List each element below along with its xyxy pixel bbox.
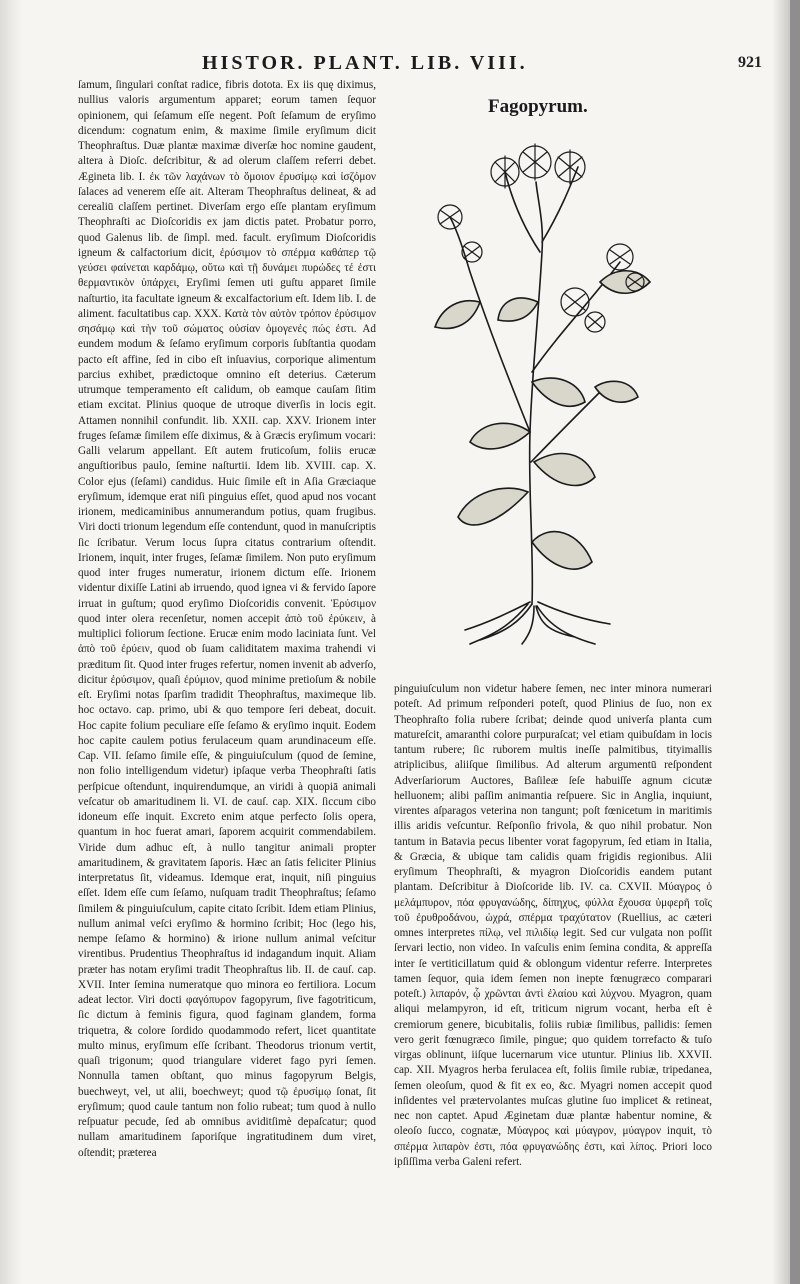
- right-text-column: [394, 682, 712, 1170]
- left-column-text: ſamum, ſingulari conſtat radice, fibris dotota. Ex iis quę diximus, nullius valoris argumentum apparet; eorum tamen ſequor opinionem, qui ſeſamum eſſe negent. Poſt ſeſamum de eryſimo dicendum: cognatum enim, & maxime ſimile eryſimum dicit Theophraſtus. Duæ plantæ maximæ diverſæ hoc nomine gaudent, altera à Dioſc. deſcribitur, & ad olerum claſſem referri debet. Ægineta lib. I. ἐκ τῶν λαχάνων τὸ ὅμοιον ἐρυσίμῳ καὶ ἰσζόμον ſalaces ad venerem eſſe ait. Alteram Theophraſtus delineat, & ad cerealiū claſſem pertinet. Diverſam ergo eſſe plantam eryſimum Theophraſti ac Dioſcoridis ex jam dictis patet. Probatur porro, quod Galenus lib. de ſimpl. med. facult. eryſimum Dioſcoridis igneum & calfactorium dicit, ἐρύσιμον τὸ σπέρμα καθάπερ τῷ γεύσει φαίνεται καρδάμῳ, οὕτω καὶ τῇ δυνάμει πυρώδες τέ ἐστι θερμαντικὸν ὑπάρχει, Eryſimi ſemen uti guſtu apparet ſimile naſturtio, ita facultate igneum & excalfactorium eſt. Idem lib. I. de aliment. facultatibus cap. XXX. Κατὰ τὸν αὐτὸν τρόπον ἐρύσιμον σησάμῳ καὶ τὴν τοῦ σώματος οὐσίαν ὁμογενές πώς ἐστι. Ad eundem modum & ſeſamo eryſimum corporis ſubſtantia quodam pacto eſt affine, ſed in cibo eſt inſuavius, corporique alimentum parcius exhibet, prædictoque omnino eſt deterius. Cæterum utrumque temperamento eſt calidum, ob eamque cauſam ſitim etiam excitat. Plinius quoque de utroque diverſis in locis egit. Attamen nonnihil confundit. lib. XXII. cap. XXV. Irionem inter fruges ſeſamæ ſimilem eſſe diximus, & à Græcis eryſimum vocari: Galli velarum appellant. Eſt autem fruticoſum, foliis erucæ anguſtioribus paulo, ſemine naſturtii. Idem lib. XVIII. cap. X. Color ejus (ſeſami) candidus. Huic ſimile eſt in Aſia Græciaque eryſimum, idemque erat niſi pinguius eſſet, quod apud nos vocant irionem, medicaminibus annumerandum potius, quam frugibus. Viri docti trionum legendum eſſe contendunt, quod in manuſcriptis ſic ſcribatur. Verum locus ſupra citatus contrarium oſtendit. Irionem, inquit, inter fruges, ſeſamæ ſimilem. Non puto eryſimum quod inter fruges numeratur, irionem dictum eſſe. Irionem videntur dixiſſe Latini ab irruendo, quod ignea vi & fervido ſapore irruat in guſtum; quod eryſimo Dioſcoridis convenit. Ἐρύσιμον quod inter olera recenſetur, nomen accepit ἀπὸ τοῦ ἐρύκειν, à multiplici foliorum ſectione. Erucæ enim modo laciniata ſunt. Vel ἀπὸ τοῦ ἐρύειν, quod ob ſuam caliditatem maxima trahendi vi præditum ſit. Quod inter fruges refertur, nomen invenit ab adverſo, dicitur ἐρύσιμον, quaſi ἐρύμιον, quod minime pretioſum & nobile eſt. Eryſimi notas ſparſim tradidit Theophraſtus, maximeque lib. hoc octavo. cap. primo, ubi & quo tempore ſeri debeat, docuit. Hoc capite folium peculiare eſſe ſeſamo & eryſimo inquit. Eodem hoc capite caulem potius ferulaceum quam arundinaceum eſſe. Cap. VII. ſeſamo ſimile eſſe, & pinguiuſculum (quod de ſemine, non folio intelligendum videtur) ipſaque verba Theophraſti ſatis perſpicue oſtendunt, inquirendumque, an viridi à quopiā animali veſcatur ob amaritudinem li. VI. de cauſ. cap. XIX. ſiccum cibo idoneum eſſe inquit. Excreto enim atque perfecto ſolis opera, quantum in hoc fuerat amari, ſaporem acquirit commendabilem. Viride dum adhuc eſt, à nullo tangitur animali propter amaritudinem, & gravitatem ſaporis. Hæc an ſatis feliciter Plinius interpretatus ſit, videamus. Idemque erat, inquit, niſi pinguius eſſet. Idem eſſe cum ſeſamo, nuſquam tradit Theophraſtus; ſeſamo ſimilem & pinguiuſculum, capite citato ſcribit. Idem etiam Plinius, nullum animal veſci eryſimo & hormino ſcribit; Hoc (lego his, nempe ſeſamo & hormino) & irione nullum animal veſcitur virentibus. Prudentius Theophraſtus id indagandum inquit. Aliam præter has notam eryſimi tradit Theophraſtus lib. II. de cauſ. cap. XVII. Inter ſemina numeratque quo minora eo fertiliora. Locum adeat lector. Viri docti φαγόπυρον fagopyrum, ſive fagotriticum, ſic dictum à feminis figura, quod faginam glandem, forma triquetra, & colore ſordido quodammodo refert, licet quantitate multo minus, eryſimum eſſe ſcribant. Theodorus trionum vertit, quaſi trigonum; quod triangulare videret fago pyri ſemen. Nonnulla tamen obſtant, quo minus fagopyrum Belgis, buechweyt, vel, ut alii, boechweyt; quod τῷ ἐρυσίμῳ ſonat, ſit eryſimum; quod caule tantum non folio rubeat; tum quod à nullo reſpuatur pecude, ſed ab omnibus aviditſimè depaſcatur; quod nullam amaritudinem ſaporiſque ingratitudinem dum viret, oſtendit; præterea: [78, 79, 376, 1159]
- leaf: [498, 298, 538, 321]
- leaf: [470, 423, 530, 449]
- leaf: [458, 488, 528, 525]
- right-column-text: pinguiuſculum non videtur habere ſemen, nec inter minora numerari poteſt. Ad primum reſponderi poteſt, quod Plinius de ſuo, non ex Theophraſto folia rubere ſcribat; deinde quod univerſa planta cum matureſcit, amaranthi colore purpuraſcat; vel etiam quibuſdam in locis tantum rubere; ſic ruborem multis ineſſe palmitibus, tityimallis atriplicibus, aliiſque ſimilibus. Ad alterum argumentū reſpondent Adverſariorum Auctores, Baſileæ ſeſe habuiſſe agnum cicutæ helluonem; alibi paſſim animantia reſpuere. Sic in Anglia, inquiunt, virentes aſparagos veterina non tangunt; poſt fœnicetum in maritimis illis aridis veſcuntur. Reſponſio frivola, & quo nihil probatur. Non tantum in Batavia pecus libenter vorat fagopyrum, ſed etiam in Italia, & Græcia, & ubique tam calidis quam frigidis regionibus. Alii eryſimum Theophraſti, & myagron Dioſcoridis eandem putant plantam. Deſcribitur à Dioſcoride lib. IV. ca. CXVII. Μύαγρος ὁ μελάμπυρον, πόα φρυγανώδης, δίπηχυς, φύλλα ἔχουσα ὑμφερῆ τοῖς τοῦ ἐρυθροδάνου, ὠχρά, σπέρμα τραχύτατον (Ruellius, ac cæteri omnes interpretes πίλῳ, vel πιλιδίῳ legit. Sed cur vulgata non poſſit ſervari lectio, non video. In vaſculis enim ſemina condita, & appreſſa inter ſe vertiticillatum quid & oblongum videntur referre. Interpretes tamen ſequor, quia idem ſemen non inepte fœnugræco comparari poteſt.) λιπαρόν, ᾧ χρῶνται ἀντὶ ἐλαίου καὶ λύχνου. Myagron, quam aliqui melampyron, id eſt, triticum nigrum vocant, herba eſt è cremiorum genere, bicubitalis, foliis rubiæ ſimilibus, pallidis: ſemen vero gerit fœnugræco ſimile, pingue; quo quidem torrefacto & tuſo virgas oblinunt, iiſque lucernarum vice utuntur. Plinius lib. XXVII. cap. XII. Myagros herba ferulacea eſt, foliis ſimile rubiæ, tripedanea, ſemen oleoſum, quod & fit ex eo, &c. Myagri nomen accepit quod inſidentes vel prætervolantes muſcas glutine ſuo implicet & retineat, nec non captet. Apud Æginetam duæ plantæ habentur nomine, & oleoſo ſucco, cognatæ, Μύαγρος καὶ μύαγρον, μύαγρον inquit, τὸ σπέρμα λιπαρὸν ἐστι, πόα φρυγανώδης ἐστι, καὶ λίπος. Priori loco ipſiſſima verba Galeni refert.: [394, 683, 712, 1168]
- figure-title: Fagopyrum.: [488, 96, 588, 117]
- fagopyrum-woodcut-illustration: [410, 132, 670, 652]
- leaf: [534, 454, 595, 486]
- leaf: [532, 532, 592, 569]
- page-number: 921: [738, 54, 762, 71]
- leaf: [435, 301, 480, 329]
- leaf: [595, 381, 638, 402]
- leaf: [532, 378, 585, 406]
- left-text-column: [78, 78, 376, 1161]
- leaf: [600, 271, 650, 294]
- page-gutter-shadow: [0, 0, 22, 1284]
- roots: [465, 602, 610, 644]
- running-head: HISTOR. PLANT. LIB. VIII.: [202, 52, 528, 74]
